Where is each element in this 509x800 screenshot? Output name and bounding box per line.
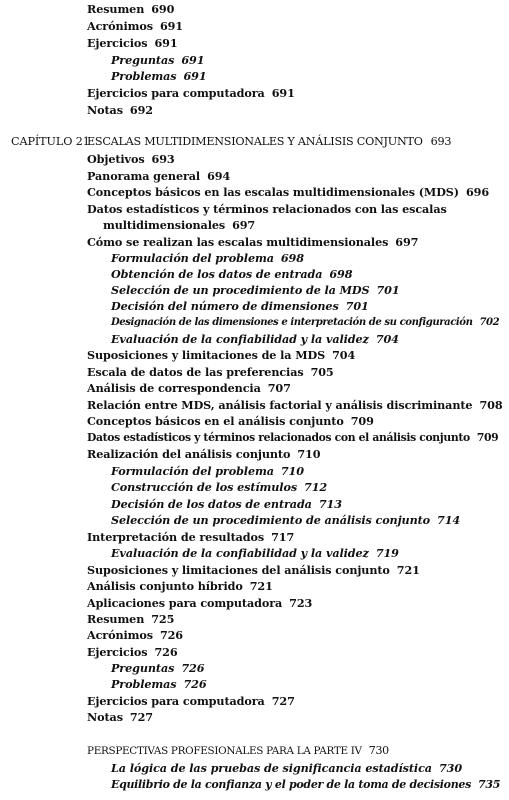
page-number: 713 xyxy=(318,497,342,511)
page-number: 727 xyxy=(271,694,295,708)
toc-entry: Acrónimos 726 xyxy=(87,628,183,642)
toc-subentry: Construcción de los estímulos 712 xyxy=(111,480,328,494)
toc-entry: Resumen 690 xyxy=(87,2,175,16)
toc-subentry: Decisión del número de dimensiones 701 xyxy=(111,299,369,313)
page-number: 705 xyxy=(310,365,334,379)
page-number: 727 xyxy=(129,710,153,724)
page-number: 697 xyxy=(232,218,256,232)
page-number: 691 xyxy=(154,36,178,50)
toc-entry: Análisis de correspondencia 707 xyxy=(87,381,291,395)
toc-entry: Ejercicios para computadora 727 xyxy=(87,694,295,708)
toc-entry: Datos estadísticos y términos relacionados con el análisis conjunto 709 xyxy=(87,431,499,444)
chapter-label: CAPÍTULO 21 xyxy=(11,135,90,148)
toc-entry: Cómo se realizan las escalas multidimensionales 697 xyxy=(87,235,419,249)
toc-subentry: Problemas 726 xyxy=(111,677,207,691)
toc-entry: Conceptos básicos en las escalas multidimensionales (MDS) 696 xyxy=(87,185,490,199)
toc-entry: Notas 727 xyxy=(87,710,153,724)
page-number: 704 xyxy=(375,332,399,346)
toc-subentry: Equilibrio de la confianza y el poder de la toma de decisiones 735 xyxy=(111,778,501,791)
toc-entry: Suposiciones y limitaciones de la MDS 704 xyxy=(87,348,356,362)
toc-subentry: Formulación del problema 710 xyxy=(111,464,304,478)
toc-subentry: Evaluación de la confiabilidad y la validez 719 xyxy=(111,546,399,560)
page-number: 709 xyxy=(350,414,374,428)
toc-entry: Panorama general 694 xyxy=(87,169,231,183)
page-number: 730 xyxy=(368,744,389,757)
toc-entry: Objetivos 693 xyxy=(87,152,175,166)
page-number: 721 xyxy=(249,579,273,593)
toc-subentry: Decisión de los datos de entrada 713 xyxy=(111,497,342,511)
toc-subentry: Selección de un procedimiento de análisis conjunto 714 xyxy=(111,513,461,527)
toc-entry: Resumen 725 xyxy=(87,612,175,626)
page-number: 693 xyxy=(151,152,175,166)
toc-entry: Análisis conjunto híbrido 721 xyxy=(87,579,273,593)
toc-subentry: Preguntas 726 xyxy=(111,661,205,675)
page-number: 692 xyxy=(129,103,153,117)
toc-entry-continuation: multidimensionales 697 xyxy=(103,218,256,232)
page-number: 714 xyxy=(437,513,461,527)
toc-entry: Ejercicios para computadora 691 xyxy=(87,86,295,100)
page-number: 712 xyxy=(304,480,328,494)
toc-entry: Escala de datos de las preferencias 705 xyxy=(87,365,334,379)
page-number: 726 xyxy=(181,661,205,675)
page-number: 690 xyxy=(151,2,175,16)
page-number: 707 xyxy=(267,381,291,395)
toc-entry: Ejercicios 691 xyxy=(87,36,178,50)
toc-entry: Notas 692 xyxy=(87,103,153,117)
page-number: 702 xyxy=(479,317,500,328)
page-number: 719 xyxy=(375,546,399,560)
toc-subentry: Selección de un procedimiento de la MDS 701 xyxy=(111,283,400,297)
perspectives-heading: PERSPECTIVAS PROFESIONALES PARA LA PARTE IV 730 xyxy=(87,744,389,757)
page-number: 696 xyxy=(465,185,490,199)
toc-subentry: Preguntas 691 xyxy=(111,53,205,67)
page-number: 691 xyxy=(181,53,205,67)
page-number: 697 xyxy=(395,235,419,249)
page-number: 717 xyxy=(271,530,295,544)
page-number: 691 xyxy=(183,69,207,83)
page-number: 730 xyxy=(438,761,463,775)
toc-entry: Aplicaciones para computadora 723 xyxy=(87,596,313,610)
toc-subentry: Designación de las dimensiones e interpretación de su configuración 702 xyxy=(111,317,500,328)
page-number: 710 xyxy=(297,447,321,461)
toc-entry: Ejercicios 726 xyxy=(87,645,178,659)
toc-entry: Conceptos básicos en el análisis conjunto 709 xyxy=(87,414,374,428)
page-number: 726 xyxy=(159,628,183,642)
page-number: 704 xyxy=(332,348,356,362)
toc-subentry: La lógica de las pruebas de significancia estadística 730 xyxy=(111,761,463,775)
toc-entry: Datos estadísticos y términos relacionados con las escalas xyxy=(87,202,447,216)
toc-entry: Suposiciones y limitaciones del análisis conjunto 721 xyxy=(87,563,420,577)
page-number: 698 xyxy=(280,251,304,265)
toc-subentry: Problemas 691 xyxy=(111,69,207,83)
page-number: 721 xyxy=(396,563,420,577)
toc-subentry: Formulación del problema 698 xyxy=(111,251,304,265)
page-number: 698 xyxy=(329,267,353,281)
page-number: 701 xyxy=(376,283,400,297)
toc-entry: Acrónimos 691 xyxy=(87,19,183,33)
page-number: 726 xyxy=(183,677,207,691)
page-number: 735 xyxy=(478,778,501,791)
toc-entry: Relación entre MDS, análisis factorial y análisis discriminante 708 xyxy=(87,398,503,412)
page-number: 691 xyxy=(159,19,183,33)
page-number: 693 xyxy=(430,135,452,148)
page-number: 710 xyxy=(280,464,304,478)
page-number: 725 xyxy=(151,612,175,626)
toc-entry: Realización del análisis conjunto 710 xyxy=(87,447,321,461)
toc-subentry: Evaluación de la confiabilidad y la validez 704 xyxy=(111,332,399,346)
chapter-title: ESCALAS MULTIDIMENSIONALES Y ANÁLISIS CONJUNTO 693 xyxy=(87,135,452,148)
toc-subentry: Obtención de los datos de entrada 698 xyxy=(111,267,353,281)
page-number: 708 xyxy=(479,398,503,412)
page-number: 723 xyxy=(289,596,313,610)
page-number: 701 xyxy=(345,299,369,313)
page-number: 691 xyxy=(271,86,295,100)
toc-entry: Interpretación de resultados 717 xyxy=(87,530,295,544)
page-number: 726 xyxy=(154,645,178,659)
page-number: 694 xyxy=(207,169,231,183)
page-number: 709 xyxy=(476,431,499,444)
